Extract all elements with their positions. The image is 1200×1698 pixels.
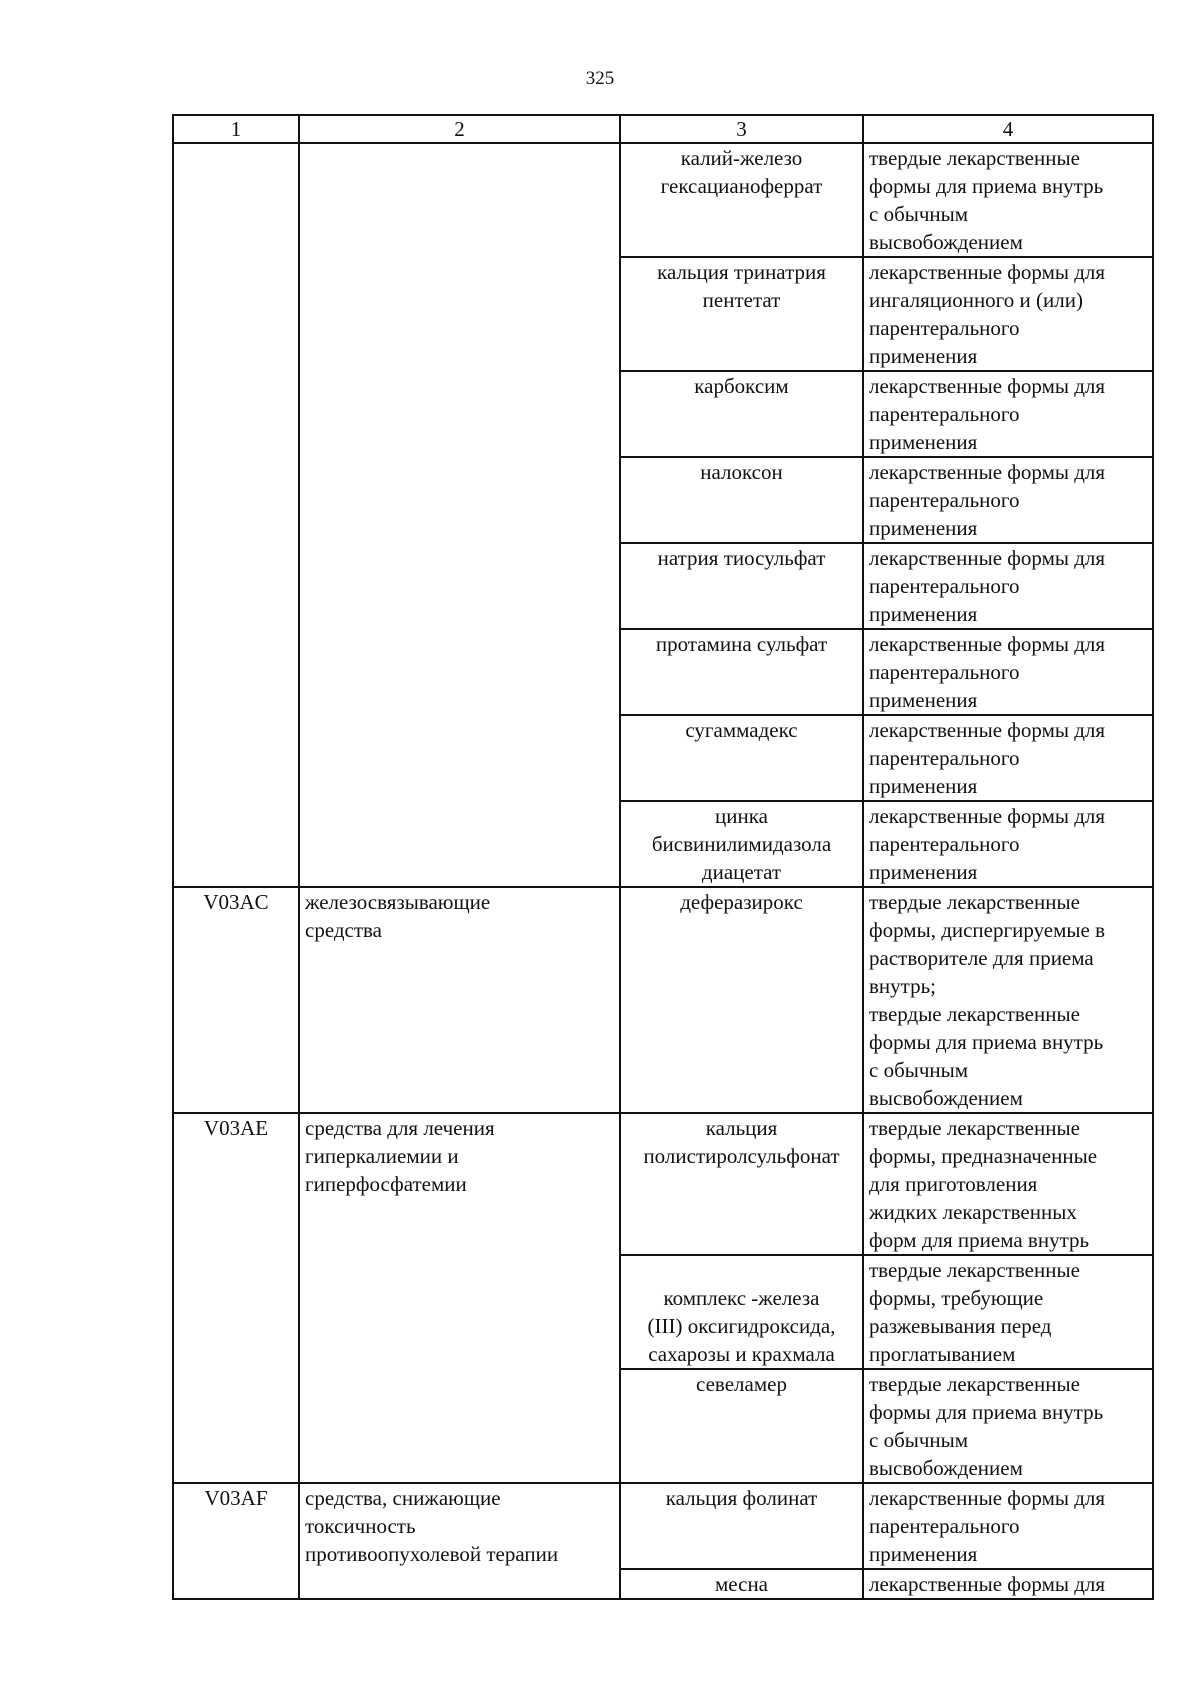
cell-text-line: формы, предназначенные <box>869 1144 1098 1168</box>
dosage-form-cell <box>863 715 1153 801</box>
cell-text-line: формы, требующие <box>869 1286 1044 1310</box>
cell-text-line: лекарственные формы для <box>869 460 1106 484</box>
substance-cell <box>620 1113 863 1255</box>
cell-text-line: сугаммадекс <box>685 718 798 742</box>
cell-text-line: деферазирокс <box>680 890 803 914</box>
cell-text-line: применения <box>869 344 978 368</box>
dosage-form-cell <box>863 1483 1153 1569</box>
cell-text-line: диацетат <box>701 860 782 884</box>
substance-cell <box>620 715 863 801</box>
cell-text-line: применения <box>869 1542 978 1566</box>
cell-text-line: парентерального <box>869 1514 1020 1538</box>
cell-text-line: железосвязывающие <box>305 890 491 914</box>
substance-cell <box>620 257 863 371</box>
table-row <box>173 1113 1153 1255</box>
cell-text-line: севеламер <box>696 1372 787 1396</box>
cell-text-line: парентерального <box>869 488 1020 512</box>
cell-text-line: цинка <box>715 804 768 828</box>
table-header-row <box>173 115 1153 143</box>
cell-text-line: парентерального <box>869 832 1020 856</box>
cell-text-line: гиперкалиемии и <box>305 1144 459 1168</box>
cell-text-line: средства <box>305 918 383 942</box>
substance-cell <box>620 457 863 543</box>
atc-code-cell: V03AF <box>173 1483 299 1599</box>
cell-text-line: кальция фолинат <box>665 1486 818 1510</box>
atc-code-cell: V03AC <box>173 887 299 1113</box>
substance-cell <box>620 1255 863 1369</box>
cell-text-line: карбоксим <box>694 374 789 398</box>
cell-text-line: твердые лекарственные <box>869 146 1080 170</box>
pharmacological-group-cell <box>299 1483 620 1599</box>
cell-text-line: применения <box>869 602 978 626</box>
cell-text-line: внутрь; <box>869 974 936 998</box>
dosage-form-cell <box>863 143 1153 257</box>
cell-text-line: кальция тринатрия <box>657 260 826 284</box>
cell-text-line: высвобождением <box>869 1086 1023 1110</box>
table-row <box>173 887 1153 1113</box>
dosage-form-cell <box>863 1369 1153 1483</box>
cell-text-line: лекарственные формы для <box>869 260 1106 284</box>
pharmacological-group-cell <box>299 1113 620 1483</box>
dosage-form-cell <box>863 371 1153 457</box>
drug-table <box>172 114 1154 1600</box>
dosage-form-cell <box>863 629 1153 715</box>
column-header-4: 4 <box>863 115 1153 143</box>
cell-text-line: твердые лекарственные <box>869 1116 1080 1140</box>
cell-text-line: формы для приема внутрь <box>869 1030 1104 1054</box>
column-header-3: 3 <box>620 115 863 143</box>
substance-cell <box>620 143 863 257</box>
substance-cell <box>620 1569 863 1599</box>
dosage-form-cell <box>863 457 1153 543</box>
cell-text-line: высвобождением <box>869 1456 1023 1480</box>
cell-text-line: применения <box>869 688 978 712</box>
cell-text-line: пентетат <box>702 288 781 312</box>
dosage-form-cell <box>863 1569 1153 1599</box>
cell-text-line: парентерального <box>869 574 1020 598</box>
cell-text-line: применения <box>869 516 978 540</box>
pharmacological-group-cell <box>299 143 620 887</box>
dosage-form-cell <box>863 887 1153 1113</box>
cell-text-line: форм для приема внутрь <box>869 1228 1090 1252</box>
atc-code-cell <box>173 143 299 887</box>
cell-text-line: калий-железо <box>680 146 803 170</box>
column-header-1: 1 <box>173 115 299 143</box>
dosage-form-cell <box>863 257 1153 371</box>
cell-text-line: средства для лечения <box>305 1116 495 1140</box>
cell-text-line: гексацианоферрат <box>660 174 823 198</box>
table-row <box>173 1483 1153 1569</box>
cell-text-line: средства, снижающие <box>305 1486 501 1510</box>
cell-text-line: разжевывания перед <box>869 1314 1052 1338</box>
cell-text-line: лекарственные формы для <box>869 804 1106 828</box>
atc-code-cell: V03AE <box>173 1113 299 1483</box>
cell-text-line: твердые лекарственные <box>869 1258 1080 1282</box>
dosage-form-cell <box>863 1255 1153 1369</box>
cell-text-line: применения <box>869 774 978 798</box>
cell-text-line: формы для приема внутрь <box>869 174 1104 198</box>
cell-text-line: лекарственные формы для <box>869 718 1106 742</box>
cell-text-line: растворителе для приема <box>869 946 1094 970</box>
table-row <box>173 143 1153 257</box>
cell-text-line: ингаляционного и (или) <box>869 288 1083 312</box>
cell-text-line: парентерального <box>869 746 1020 770</box>
cell-text-line: парентерального <box>869 402 1020 426</box>
cell-text-line: с обычным <box>869 1428 969 1452</box>
cell-text-line: высвобождением <box>869 230 1023 254</box>
cell-text-line: с обычным <box>869 202 969 226</box>
cell-text-line: лекарственные формы для <box>869 632 1106 656</box>
cell-text-line: формы, диспергируемые в <box>869 918 1105 942</box>
cell-text-line: лекарственные формы для <box>869 374 1106 398</box>
substance-cell <box>620 887 863 1113</box>
cell-text-line: лекарственные формы для <box>869 1486 1106 1510</box>
cell-text-line: (III) оксигидроксида, <box>647 1314 836 1338</box>
cell-text-line: жидких лекарственных <box>869 1200 1077 1224</box>
dosage-form-cell <box>863 543 1153 629</box>
cell-text-line: месна <box>714 1572 768 1596</box>
cell-text-line: токсичность <box>305 1514 416 1538</box>
cell-text-line: лекарственные формы для <box>869 546 1106 570</box>
cell-text-line: натрия тиосульфат <box>657 546 826 570</box>
cell-text-line: сахарозы и крахмала <box>648 1342 835 1366</box>
cell-text-line: для приготовления <box>869 1172 1038 1196</box>
cell-text-line: проглатыванием <box>869 1342 1016 1366</box>
cell-text-line: твердые лекарственные <box>869 890 1080 914</box>
cell-text-line: гиперфосфатемии <box>305 1172 467 1196</box>
cell-text-line: лекарственные формы для <box>869 1572 1106 1596</box>
pharmacological-group-cell <box>299 887 620 1113</box>
substance-cell <box>620 1369 863 1483</box>
cell-text-line: протамина сульфат <box>655 632 828 656</box>
substance-cell <box>620 543 863 629</box>
cell-text-line: парентерального <box>869 316 1020 340</box>
cell-text-line: формы для приема внутрь <box>869 1400 1104 1424</box>
cell-text-line: налоксон <box>700 460 783 484</box>
dosage-form-cell <box>863 1113 1153 1255</box>
cell-text-line: применения <box>869 860 978 884</box>
cell-text-line: твердые лекарственные <box>869 1002 1080 1026</box>
cell-text-line: применения <box>869 430 978 454</box>
cell-text-line: с обычным <box>869 1058 969 1082</box>
dosage-form-cell <box>863 801 1153 887</box>
substance-cell <box>620 1483 863 1569</box>
substance-cell <box>620 371 863 457</box>
cell-text-line: комплекс -железа <box>663 1286 820 1310</box>
cell-text-line: парентерального <box>869 660 1020 684</box>
cell-text-line: противоопухолевой терапии <box>305 1542 559 1566</box>
substance-cell <box>620 801 863 887</box>
page-number: 325 <box>585 68 615 89</box>
cell-text-line: кальция <box>705 1116 778 1140</box>
cell-text-line: твердые лекарственные <box>869 1372 1080 1396</box>
cell-text-line: полистиролсульфонат <box>643 1144 840 1168</box>
cell-text-line: бисвинилимидазола <box>651 832 832 856</box>
column-header-2: 2 <box>299 115 620 143</box>
substance-cell <box>620 629 863 715</box>
